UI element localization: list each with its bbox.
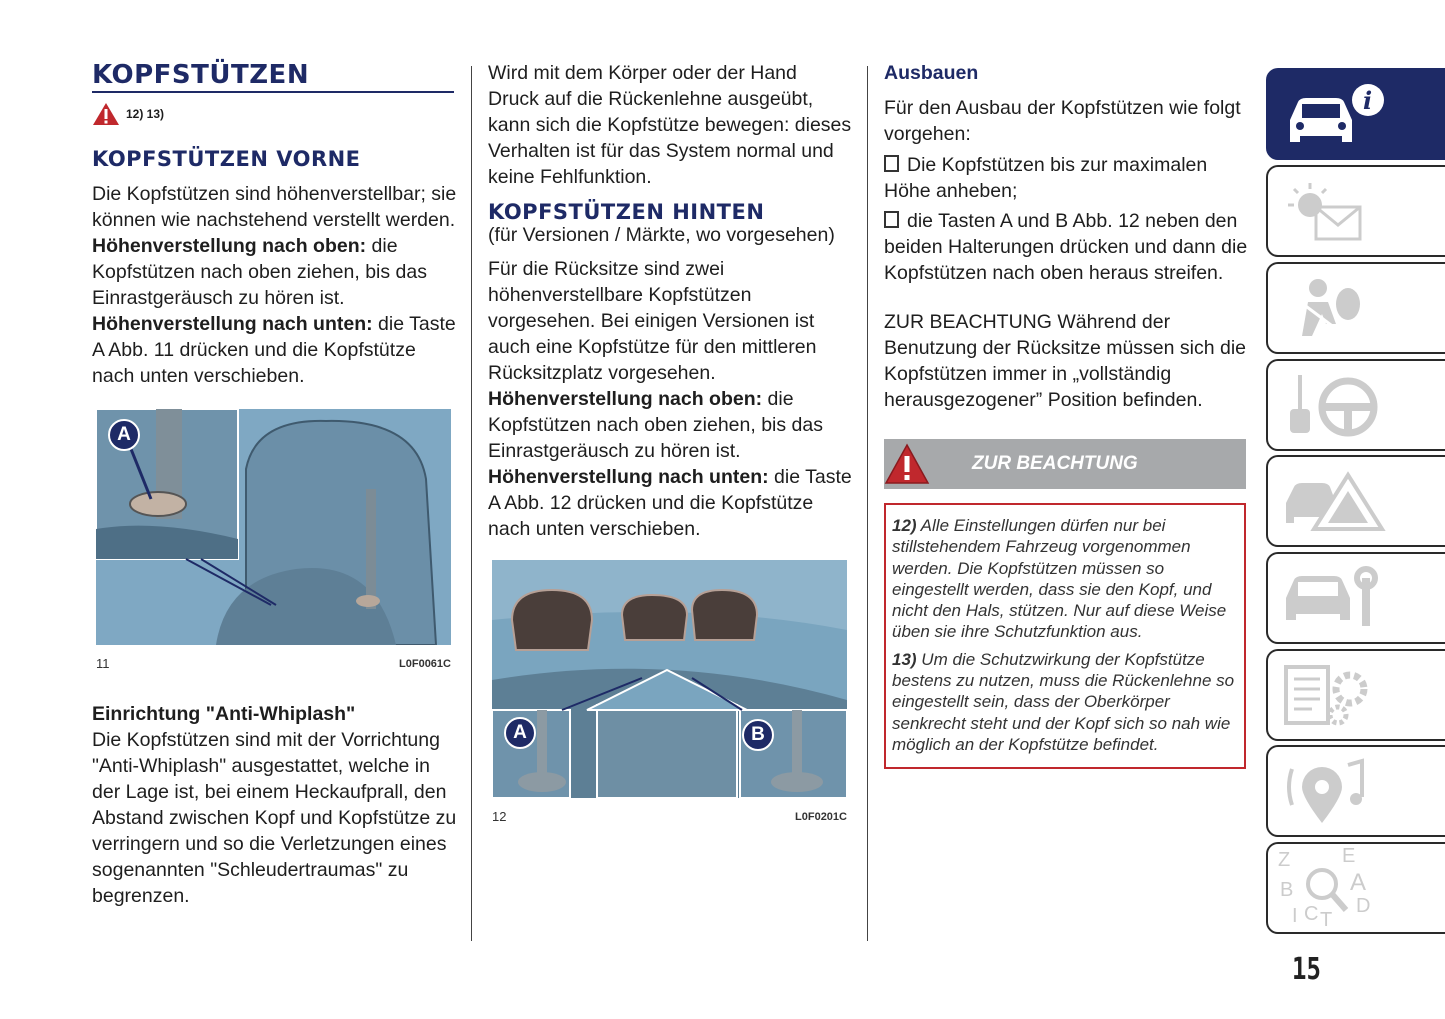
warning-triangle-icon xyxy=(884,443,930,485)
figure-number: 12 xyxy=(492,809,507,824)
intro-text: Die Kopfstützen sind höhenverstellbar; sie können wie nachstehend verstellt werden. xyxy=(92,183,457,231)
warning-title: ZUR BEACHTUNG xyxy=(972,453,1138,474)
index-letter: E xyxy=(1342,845,1356,867)
tab-multimedia[interactable] xyxy=(1266,745,1445,837)
warning-references xyxy=(92,101,457,127)
adjust-down-paragraph xyxy=(488,464,853,542)
index-letter: B xyxy=(1280,879,1294,901)
checkbox-bullet-icon xyxy=(884,211,899,228)
car-service-icon xyxy=(1278,564,1388,634)
tab-car-info[interactable] xyxy=(1266,68,1445,160)
adjust-up-paragraph xyxy=(92,233,457,311)
column-1 xyxy=(92,60,457,909)
adjust-up-label: Höhenverstellung nach oben: xyxy=(488,388,763,410)
reference-numbers: 12) 13) xyxy=(126,107,165,121)
car-info-icon xyxy=(1278,80,1388,150)
key-steering-icon xyxy=(1282,371,1392,441)
title-rule xyxy=(92,91,454,93)
adjust-down-label: Höhenverstellung nach unten: xyxy=(92,313,373,335)
warning-content xyxy=(884,503,1246,769)
figure-11-image xyxy=(96,409,451,645)
adjust-down-text: die Taste A Abb. 12 drücken und die Kopfstütze nach unten verschieben. xyxy=(488,466,852,540)
tab-maintenance[interactable] xyxy=(1266,552,1445,644)
warning-13 xyxy=(892,649,1238,755)
warning-text: Alle Einstellungen dürfen nur bei stillstehendem Fahrzeug vorgenommen werden. Die Kopfstützen müssen so eingestellt werden, dass sie den Kopf, und nicht den Hals, stützen. Nur auf diese Weise üben sie ihre Schutzfunktion aus. xyxy=(892,516,1227,642)
figure-code: L0F0201C xyxy=(795,811,847,823)
checkbox-bullet-icon xyxy=(884,155,899,172)
section-title: KOPFSTÜTZEN xyxy=(92,60,310,90)
subsection-title: KOPFSTÜTZEN HINTEN xyxy=(488,200,765,224)
index-letter: A xyxy=(1350,869,1367,896)
warning-header xyxy=(884,439,1246,489)
multimedia-icon xyxy=(1282,757,1392,827)
column-3 xyxy=(884,60,1249,769)
removal-title: Ausbauen xyxy=(884,62,979,84)
tab-starting-driving[interactable] xyxy=(1266,359,1445,451)
adjust-down-label: Höhenverstellung nach unten: xyxy=(488,466,769,488)
page-number: 15 xyxy=(1292,952,1321,987)
adjust-up-text: die Kopfstützen nach oben ziehen, bis das Einrastgeräusch zu hören ist. xyxy=(92,235,427,309)
figure-11-caption xyxy=(96,651,451,677)
svg-text:i: i xyxy=(1363,86,1373,115)
figure-12-caption xyxy=(492,804,847,830)
tab-safety[interactable] xyxy=(1266,262,1445,354)
step-text: die Tasten A und B Abb. 12 neben den beiden Halterungen drücken und dann die Kopfstützen nach oben heraus streifen. xyxy=(884,210,1248,284)
column-divider xyxy=(471,66,472,941)
step-text: Die Kopfstützen bis zur maximalen Höhe anheben; xyxy=(884,154,1208,202)
badge-a: A xyxy=(108,419,140,451)
column-2 xyxy=(488,60,853,830)
warning-lights-icon xyxy=(1278,179,1388,249)
subsection-title: KOPFSTÜTZEN VORNE xyxy=(92,147,361,171)
adjust-up-text: die Kopfstützen nach oben ziehen, bis das Einrastgeräusch zu hören ist. xyxy=(488,388,823,462)
tab-emergency[interactable] xyxy=(1266,455,1445,547)
badge-b: B xyxy=(742,719,774,751)
subsection-note: (für Versionen / Märkte, wo vorgesehen) xyxy=(488,224,835,246)
index-letter: I xyxy=(1292,905,1298,927)
warning-triangle-icon xyxy=(92,102,120,126)
adjust-up-paragraph xyxy=(488,386,853,464)
index-icon xyxy=(1272,844,1392,930)
rear-headrest-text: Für die Rücksitze sind zwei höhenverstellbare Kopfstützen vorgesehen. Bei einigen Versionen ist auch eine Kopfstütze für den mittleren Rücksitzplatz vorgesehen. xyxy=(488,258,817,384)
antiwhiplash-title: Einrichtung "Anti-Whiplash" xyxy=(92,703,356,725)
figure-code: L0F0061C xyxy=(399,658,451,670)
index-letter: T xyxy=(1320,909,1333,930)
index-letter: C xyxy=(1304,903,1319,925)
intro-text: Wird mit dem Körper oder der Hand Druck auf die Rückenlehne ausgeübt, kann sich die Kopfstütze bewegen: dieses Verhalten ist für das System normal und keine Fehlfunktion. xyxy=(488,62,852,188)
figure-12-image xyxy=(492,560,847,798)
adjust-down-paragraph xyxy=(92,311,457,389)
removal-step-2 xyxy=(884,208,1249,286)
warning-12 xyxy=(892,515,1238,643)
warning-number: 12) xyxy=(892,516,917,535)
rear-headrest-illustration xyxy=(492,560,847,798)
tab-warning-lights[interactable] xyxy=(1266,165,1445,257)
adjust-down-text: die Taste A Abb. 11 drücken und die Kopfstütze nach unten verschieben. xyxy=(92,313,456,387)
warning-text: Um die Schutzwirkung der Kopfstütze bestens zu nutzen, muss die Rückenlehne so eingestellt sein, dass der Oberkörper senkrecht steht und der Kopf sich so nah wie möglich an der Kopfstütze befindet. xyxy=(892,649,1235,754)
breakdown-icon xyxy=(1278,469,1388,539)
tab-index[interactable] xyxy=(1266,842,1445,934)
index-letter: D xyxy=(1356,895,1371,917)
index-letter: Z xyxy=(1278,849,1291,871)
adjust-up-label: Höhenverstellung nach oben: xyxy=(92,235,367,257)
airbag-icon xyxy=(1288,274,1398,344)
badge-a: A xyxy=(504,717,536,749)
warning-block xyxy=(884,439,1246,769)
figure-number: 11 xyxy=(96,656,110,671)
column-divider xyxy=(867,66,868,941)
antiwhiplash-text: Die Kopfstützen sind mit der Vorrichtung "Anti-Whiplash" ausgestattet, welche in der Lage ist, bei einem Heckaufprall, den Abstand zwischen Kopf und Kopfstütze zu verringern und so die Verletzungen eines sogenannten "Schleudertraumas" zu begrenzen. xyxy=(92,729,457,907)
warning-number: 13) xyxy=(892,649,917,669)
attention-note: ZUR BEACHTUNG Während der Benutzung der Rücksitze müssen sich die Kopfstützen immer in „vollständig herausgezogener” Position befinden. xyxy=(884,311,1247,411)
front-headrest-illustration xyxy=(96,409,451,645)
tab-technical-data[interactable] xyxy=(1266,649,1445,741)
removal-intro: Für den Ausbau der Kopfstützen wie folgt vorgehen: xyxy=(884,97,1241,145)
removal-step-1 xyxy=(884,152,1249,204)
specs-icon xyxy=(1282,661,1392,731)
